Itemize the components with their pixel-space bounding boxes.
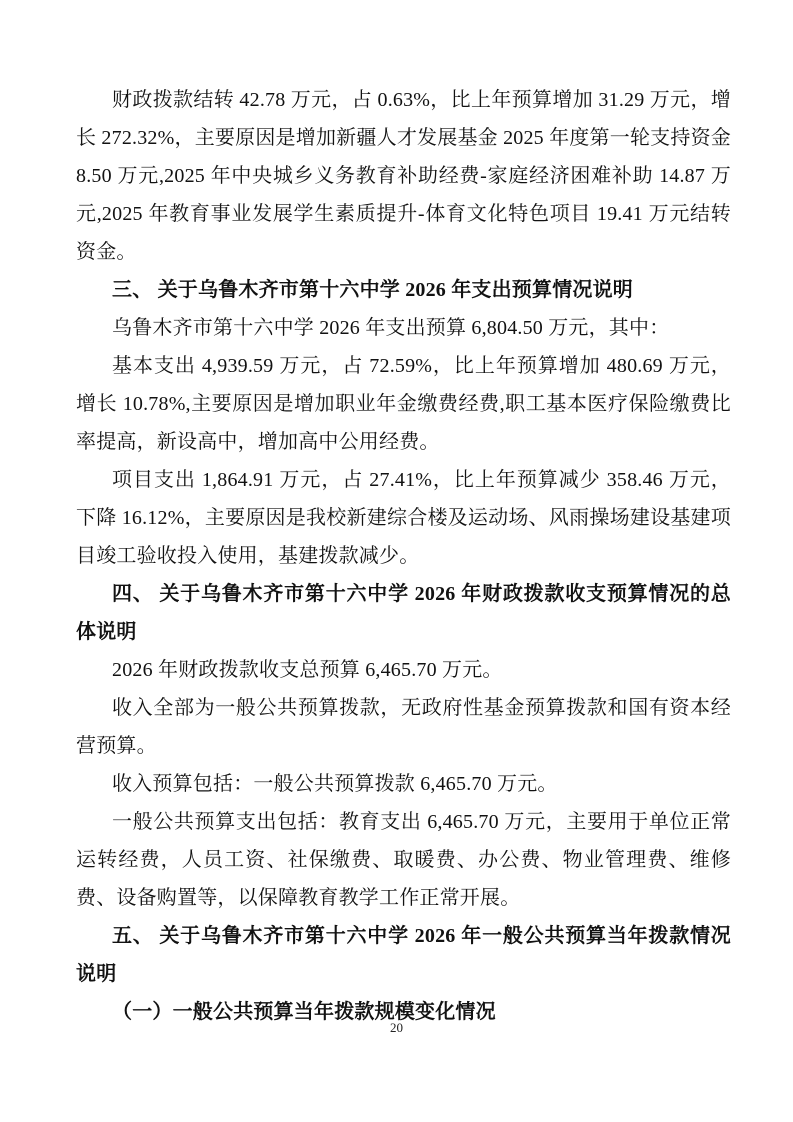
paragraph-total-expenditure: 乌鲁木齐市第十六中学 2026 年支出预算 6,804.50 万元，其中： xyxy=(112,317,670,339)
document-body xyxy=(76,81,731,1031)
section-heading-4-fiscal-appropriation-overview: 四、 关于乌鲁木齐市第十六中学 2026 年财政拨款收支预算情况的总体说明 xyxy=(76,583,731,643)
paragraph-total-fiscal-budget: 2026 年财政拨款收支总预算 6,465.70 万元。 xyxy=(112,659,503,681)
paragraph-basic-expenditure: 基本支出 4,939.59 万元，占 72.59%，比上年预算增加 480.69 万元，增长 10.78%,主要原因是增加职业年金缴费经费,职工基本医疗保险缴费比率提高，新设高中，增加高中公用经费。 xyxy=(76,355,731,453)
paragraph-expenditure-budget-includes: 一般公共预算支出包括：教育支出 6,465.70 万元，主要用于单位正常运转经费，人员工资、社保缴费、取暖费、办公费、物业管理费、维修费、设备购置等，以保障教育教学工作正常开展。 xyxy=(76,811,731,909)
page-number: 20 xyxy=(390,1020,403,1035)
paragraph-project-expenditure: 项目支出 1,864.91 万元，占 27.41%，比上年预算减少 358.46 万元，下降 16.12%，主要原因是我校新建综合楼及运动场、风雨操场建设基建项目竣工验收投入使用，基建拨款减少。 xyxy=(76,469,731,567)
paragraph-revenue-budget-includes: 收入预算包括：一般公共预算拨款 6,465.70 万元。 xyxy=(112,773,558,795)
section-heading-5-general-public-budget: 五、 关于乌鲁木齐市第十六中学 2026 年一般公共预算当年拨款情况说明 xyxy=(76,925,731,985)
paragraph-fiscal-carryover: 财政拨款结转 42.78 万元，占 0.63%，比上年预算增加 31.29 万元，增长 272.32%，主要原因是增加新疆人才发展基金 2025 年度第一轮支持资金 8.50 万元,2025 年中央城乡义务教育补助经费-家庭经济困难补助 14.87 万元,2025 年教育事业发展学生素质提升-体育文化特色项目 19.41 万元结转资金。 xyxy=(76,89,731,263)
subsection-heading-1-appropriation-scale-change: （一）一般公共预算当年拨款规模变化情况 xyxy=(112,1001,496,1023)
section-heading-3-expenditure-budget: 三、 关于乌鲁木齐市第十六中学 2026 年支出预算情况说明 xyxy=(112,279,633,301)
paragraph-revenue-source: 收入全部为一般公共预算拨款，无政府性基金预算拨款和国有资本经营预算。 xyxy=(76,697,731,757)
